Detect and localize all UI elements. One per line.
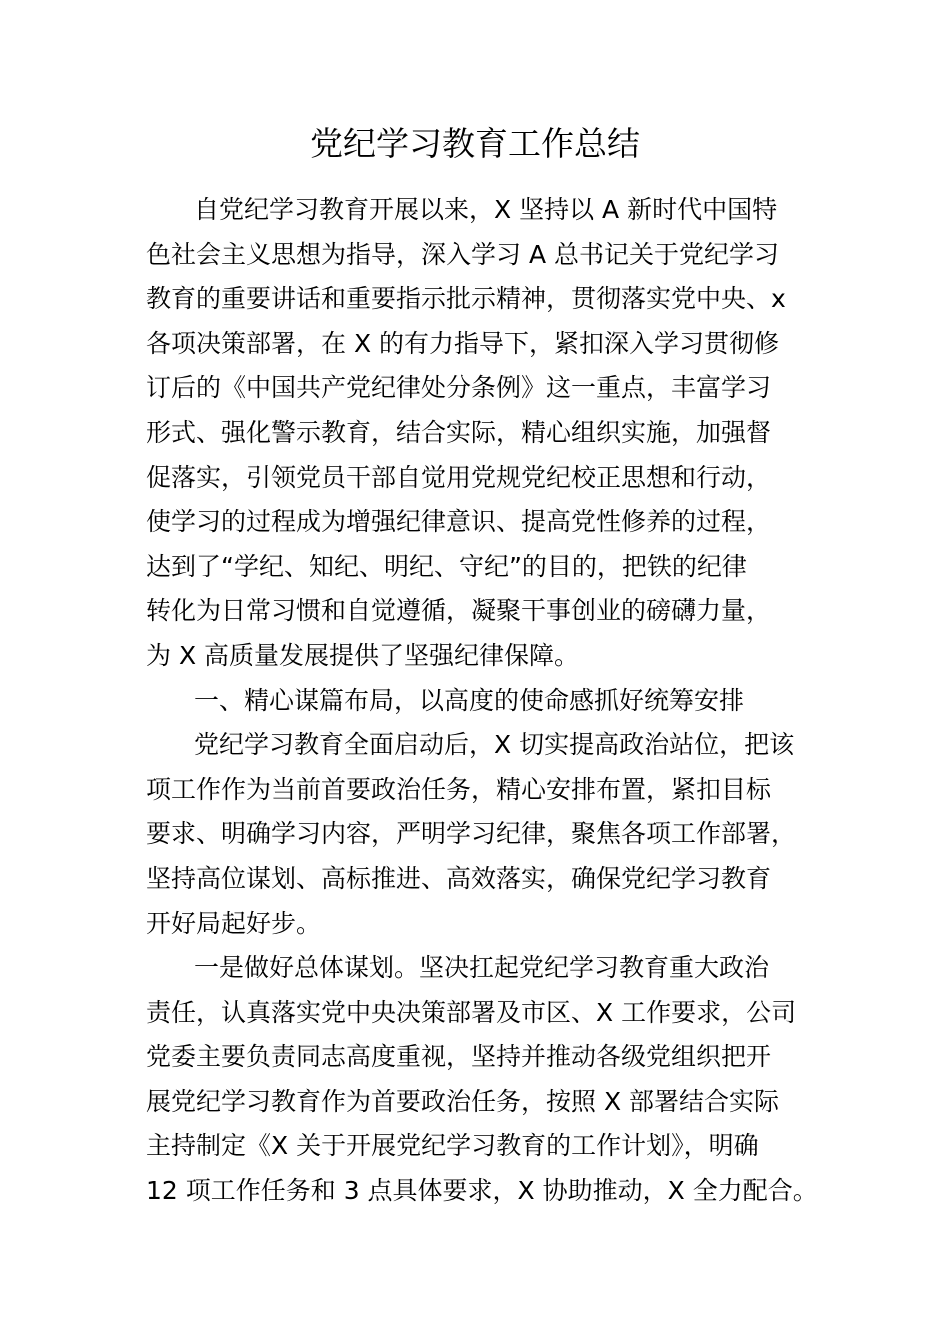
text-line: 转化为日常习惯和自觉遵循，凝聚干事创业的磅礴力量， [146, 596, 772, 626]
text-line: 要求、明确学习内容，严明学习纪律，聚焦各项工作部署， [146, 819, 797, 849]
text-line: 色社会主义思想为指导，深入学习 A 总书记关于党纪学习 [146, 239, 779, 269]
text-line: 教育的重要讲话和重要指示批示精神，贯彻落实党中央、x [146, 284, 786, 314]
text-line: 各项决策部署，在 X 的有力指导下，紧扣深入学习贯彻修 [146, 328, 780, 358]
text-line: 形式、强化警示教育，结合实际，精心组织实施，加强督 [146, 417, 772, 447]
intro-paragraph [146, 188, 810, 679]
text-line: 展党纪学习教育作为首要政治任务，按照 X 部署结合实际 [146, 1086, 780, 1116]
text-line: 使学习的过程成为增强纪律意识、提高党性修养的过程， [146, 507, 772, 537]
text-line: 一是做好总体谋划。坚决扛起党纪学习教育重大政治 [194, 953, 770, 983]
text-line: 坚持高位谋划、高标推进、高效落实，确保党纪学习教育 [146, 863, 772, 893]
text-line: 订后的《中国共产党纪律处分条例》这一重点，丰富学习 [146, 373, 772, 403]
document-body [146, 188, 818, 1214]
text-line: 为 X 高质量发展提供了坚强纪律保障。 [146, 640, 580, 670]
text-line: 开好局起好步。 [146, 908, 322, 938]
text-line: 自党纪学习教育开展以来，X 坚持以 A 新时代中国特 [194, 195, 778, 224]
text-line: 项工作作为当前首要政治任务，精心安排布置，紧扣目标 [146, 774, 772, 804]
overall-planning-paragraph [146, 946, 818, 1214]
text-line: 党委主要负责同志高度重视，坚持并推动各级党组织把开 [146, 1042, 772, 1072]
section-1-paragraph [146, 723, 810, 946]
text-line: 12 项工作任务和 3 点具体要求，X 协助推动，X 全力配合。 [146, 1176, 818, 1206]
text-line: 党纪学习教育全面启动后，X 切实提高政治站位，把该 [194, 730, 795, 760]
document-title: 党纪学习教育工作总结 [310, 124, 640, 163]
text-line: 促落实，引领党员干部自觉用党规党纪校正思想和行动， [146, 462, 772, 492]
section-heading-1: 一、精心谋篇布局，以高度的使命感抓好统筹安排 [194, 685, 745, 715]
text-line: 责任，认真落实党中央决策部署及市区、X 工作要求，公司 [146, 997, 797, 1027]
text-line: 达到了“学纪、知纪、明纪、守纪”的目的，把铁的纪律 [146, 551, 747, 581]
text-line: 主持制定《X 关于开展党纪学习教育的工作计划》，明确 [146, 1131, 759, 1161]
